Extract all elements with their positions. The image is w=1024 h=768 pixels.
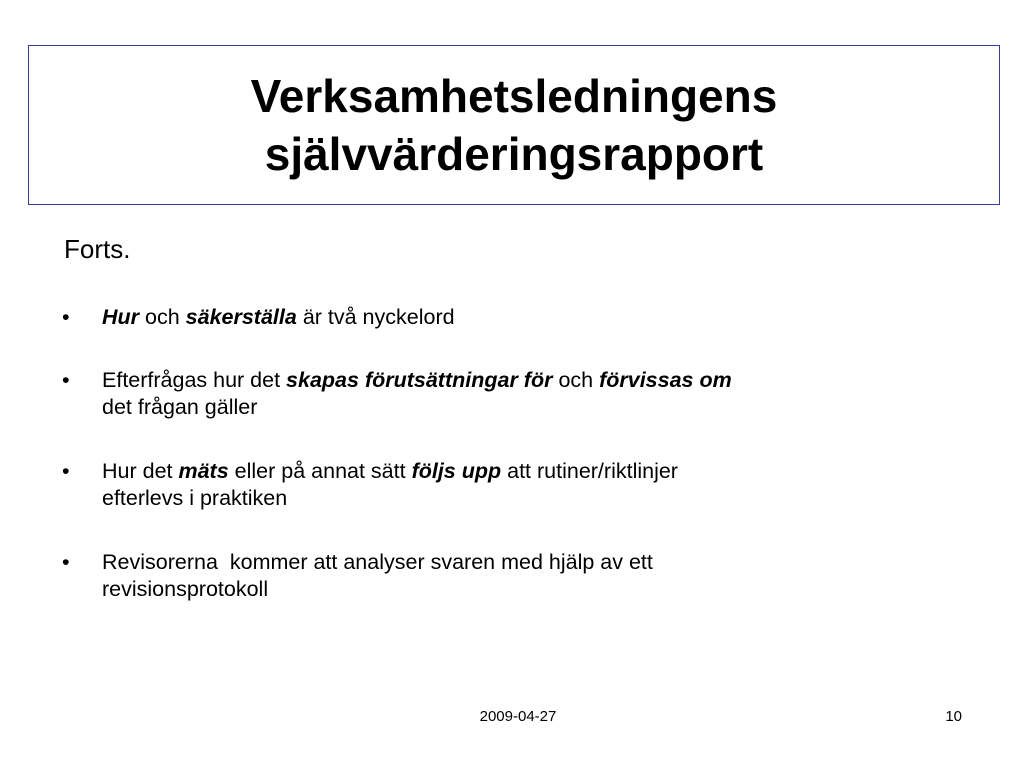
bullet-dot-icon: • bbox=[62, 368, 70, 392]
bullet-dot-icon: • bbox=[62, 305, 70, 329]
bullet-text: efterlevs i praktiken bbox=[102, 486, 288, 510]
bullet-text: Revisorerna kommer att analyser svaren med hjälp av ett bbox=[102, 550, 653, 574]
footer-date-container bbox=[0, 708, 1024, 725]
keyword: skapas förutsättningar för bbox=[286, 368, 553, 392]
keyword: följs upp bbox=[411, 459, 502, 483]
bullet-dot-icon: • bbox=[62, 550, 70, 574]
bullet-list bbox=[56, 304, 956, 603]
footer-date: 2009-04-27 bbox=[479, 708, 557, 725]
keyword: förvissas om bbox=[599, 368, 732, 392]
bullet-text: är två nyckelord bbox=[296, 305, 455, 329]
bullet-text: att rutiner/riktlinjer bbox=[501, 459, 678, 483]
bullet-item bbox=[56, 549, 956, 603]
bullet-text: eller på annat sätt bbox=[228, 459, 412, 483]
bullet-text: Hur det bbox=[102, 459, 179, 483]
subtitle: Forts. bbox=[64, 234, 131, 264]
slide-title-line-2: självvärderingsrapport bbox=[264, 128, 764, 180]
bullet-dot-icon: • bbox=[62, 459, 70, 483]
bullet-item bbox=[56, 458, 956, 512]
keyword: Hur bbox=[102, 305, 140, 329]
bullet-text: och bbox=[139, 305, 186, 329]
bullet-text: och bbox=[552, 368, 600, 392]
bullet-text: Efterfrågas hur det bbox=[102, 368, 287, 392]
bullet-text: revisionsprotokoll bbox=[102, 577, 269, 601]
title-box bbox=[28, 45, 1000, 205]
keyword: mäts bbox=[178, 459, 229, 483]
slide-title-line-1: Verksamhetsledningens bbox=[250, 70, 778, 122]
keyword: säkerställa bbox=[185, 305, 297, 329]
bullet-item bbox=[56, 367, 956, 421]
bullet-text: det frågan gäller bbox=[102, 395, 258, 419]
bullet-item bbox=[56, 304, 956, 331]
page-number: 10 bbox=[945, 708, 962, 725]
